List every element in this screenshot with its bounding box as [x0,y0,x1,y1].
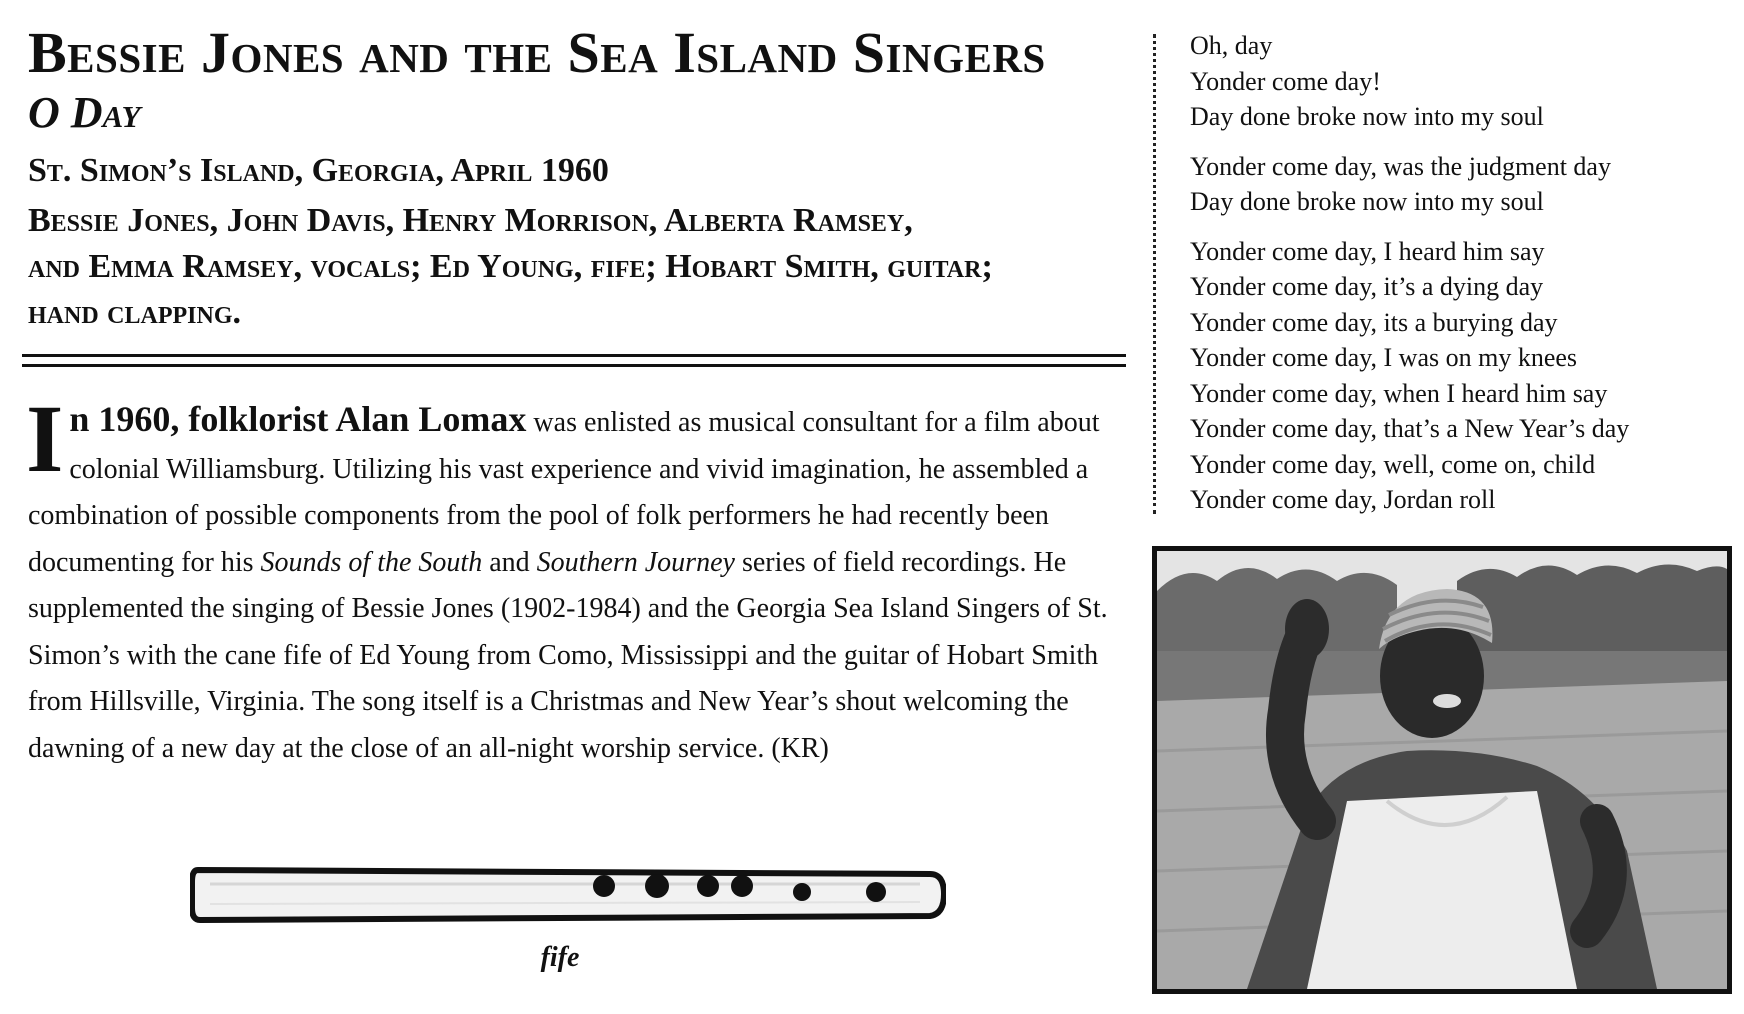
lyric-line: Yonder come day! [1190,66,1381,96]
lyric-line: Yonder come day, Jordan roll [1190,485,1496,514]
recording-place-date: St. Simon’s Island, Georgia, April 1960 [28,152,609,189]
lyric-line: Oh, day [1190,31,1273,60]
header-divider-bottom [22,364,1126,367]
fife-illustration [190,862,946,926]
lyric-line: Yonder come day, its a burying day [1190,307,1558,337]
lyrics-stanza-1 [1190,28,1730,135]
album-title-southern-journey: Southern Journey [536,546,735,578]
article-text-1: was enlisted as musical consultant for a film about colonial Williamsburg. Utilizing his vast experience and vivid imagination, he assembled a combination of possible components from the pool of folk performers he had recently been documenting for his [28,407,1100,578]
artist-title: Bessie Jones and the Sea Island Singers [28,20,1046,85]
article-text-3: series of field recordings. He supplemented the singing of Bessie Jones (1902-1984) and the Georgia Sea Island Singers of St. Simon’s with the cane fife of Ed Young from Como, Mississippi and the guitar of Hobart Smith from Hillsville, Virginia. The song itself is a Christmas and New Year’s shout welcoming the dawning of a new day at the close of an all-night worship service. (KR) [28,546,1108,764]
fife-caption: fife [540,942,580,973]
column-divider [1153,34,1156,514]
album-title-sounds-of-the-south: Sounds of the South [260,546,483,578]
article-lead: n 1960, folklorist Alan Lomax [69,399,527,439]
header [28,14,1128,336]
lyric-line: Yonder come day, I was on my knees [1190,343,1578,372]
credits-line-1: Bessie Jones, John Davis, Henry Morrison, Alberta Ramsey, [28,202,913,239]
lyric-line: Yonder come day, was the judgment day [1190,151,1611,181]
header-divider-top [22,354,1126,357]
performer-credits [28,198,1118,336]
credits-line-2: and Emma Ramsey, vocals; Ed Young, fife; Hobart Smith, guitar; [28,248,993,285]
lyric-line: Yonder come day, that’s a New Year’s day [1190,414,1630,443]
lyric-line: Yonder come day, I heard him say [1190,236,1545,266]
lyrics-stanza-3 [1190,234,1730,518]
lyric-line: Yonder come day, well, come on, child [1190,449,1596,479]
article-paragraph [26,385,1108,772]
article-text-2: and [482,546,537,578]
lyric-line: Yonder come day, when I heard him say [1190,378,1608,408]
song-title: O Day [28,88,141,137]
lyric-line: Day done broke now into my soul [1190,187,1544,216]
song-lyrics [1190,28,1730,532]
lyric-line: Yonder come day, it’s a dying day [1190,272,1544,301]
lyric-line: Day done broke now into my soul [1190,102,1544,131]
credits-line-3: hand clapping. [28,294,241,331]
drop-cap: I [26,385,64,492]
bessie-jones-photo [1152,546,1732,994]
lyrics-stanza-2 [1190,149,1730,220]
